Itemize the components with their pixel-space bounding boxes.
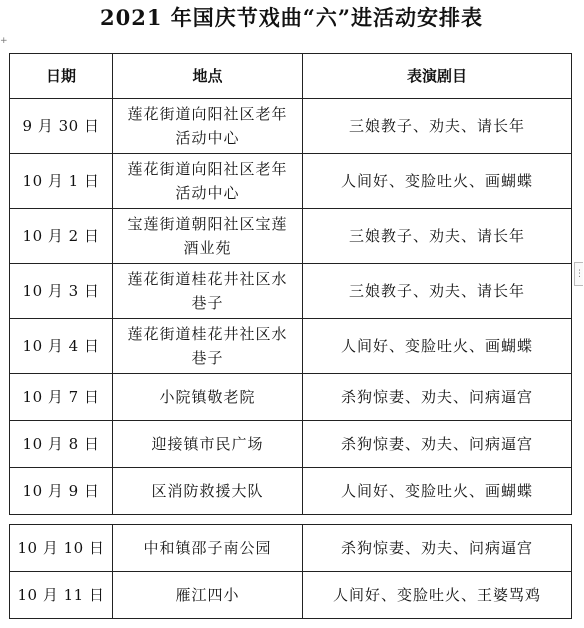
cell-date: 10 月 7 日 [10,374,113,421]
cell-date: 10 月 3 日 [10,264,113,319]
table-header-row [10,54,572,99]
cell-program: 杀狗惊妻、劝夫、问病逼宫 [303,421,572,468]
cell-date: 9 月 30 日 [10,99,113,154]
page-title: 2021 年国庆节戏曲“六”进活动安排表 [100,5,483,30]
cell-program: 三娘教子、劝夫、请长年 [303,209,572,264]
expand-arrow-icon[interactable]: + [0,36,8,46]
cell-place: 中和镇邵子南公园 [113,525,303,572]
table-row [10,525,572,572]
table-row [10,468,572,515]
cell-place: 迎接镇市民广场 [113,421,303,468]
cell-place: 莲花街道桂花井社区水巷子 [113,319,303,374]
cell-date: 10 月 4 日 [10,319,113,374]
table-row [10,154,572,209]
table-row [10,209,572,264]
cell-date: 10 月 8 日 [10,421,113,468]
cell-place: 区消防救援大队 [113,468,303,515]
cell-place: 莲花街道向阳社区老年活动中心 [113,99,303,154]
cell-date: 10 月 1 日 [10,154,113,209]
cell-program: 人间好、变脸吐火、画蝴蝶 [303,468,572,515]
cell-place: 莲花街道桂花井社区水巷子 [113,264,303,319]
cell-place: 宝莲街道朝阳社区宝莲酒业苑 [113,209,303,264]
cell-program: 杀狗惊妻、劝夫、问病逼宫 [303,525,572,572]
cell-date: 10 月 9 日 [10,468,113,515]
side-handle-icon[interactable]: ⋮ [574,262,583,286]
schedule-table [9,53,572,515]
cell-program: 人间好、变脸吐火、王婆骂鸡 [303,572,572,619]
table-row [10,264,572,319]
schedule-table-continued [9,524,572,619]
header-place: 地点 [113,54,303,99]
table-row [10,572,572,619]
cell-program: 人间好、变脸吐火、画蝴蝶 [303,154,572,209]
table-row [10,421,572,468]
header-date: 日期 [10,54,113,99]
cell-place: 雁江四小 [113,572,303,619]
cell-program: 三娘教子、劝夫、请长年 [303,99,572,154]
cell-date: 10 月 10 日 [10,525,113,572]
cell-place: 小院镇敬老院 [113,374,303,421]
cell-program: 人间好、变脸吐火、画蝴蝶 [303,319,572,374]
header-program: 表演剧目 [303,54,572,99]
cell-date: 10 月 11 日 [10,572,113,619]
cell-program: 杀狗惊妻、劝夫、问病逼宫 [303,374,572,421]
cell-place: 莲花街道向阳社区老年活动中心 [113,154,303,209]
cell-program: 三娘教子、劝夫、请长年 [303,264,572,319]
table-row [10,374,572,421]
table-row [10,319,572,374]
table-row [10,99,572,154]
cell-date: 10 月 2 日 [10,209,113,264]
